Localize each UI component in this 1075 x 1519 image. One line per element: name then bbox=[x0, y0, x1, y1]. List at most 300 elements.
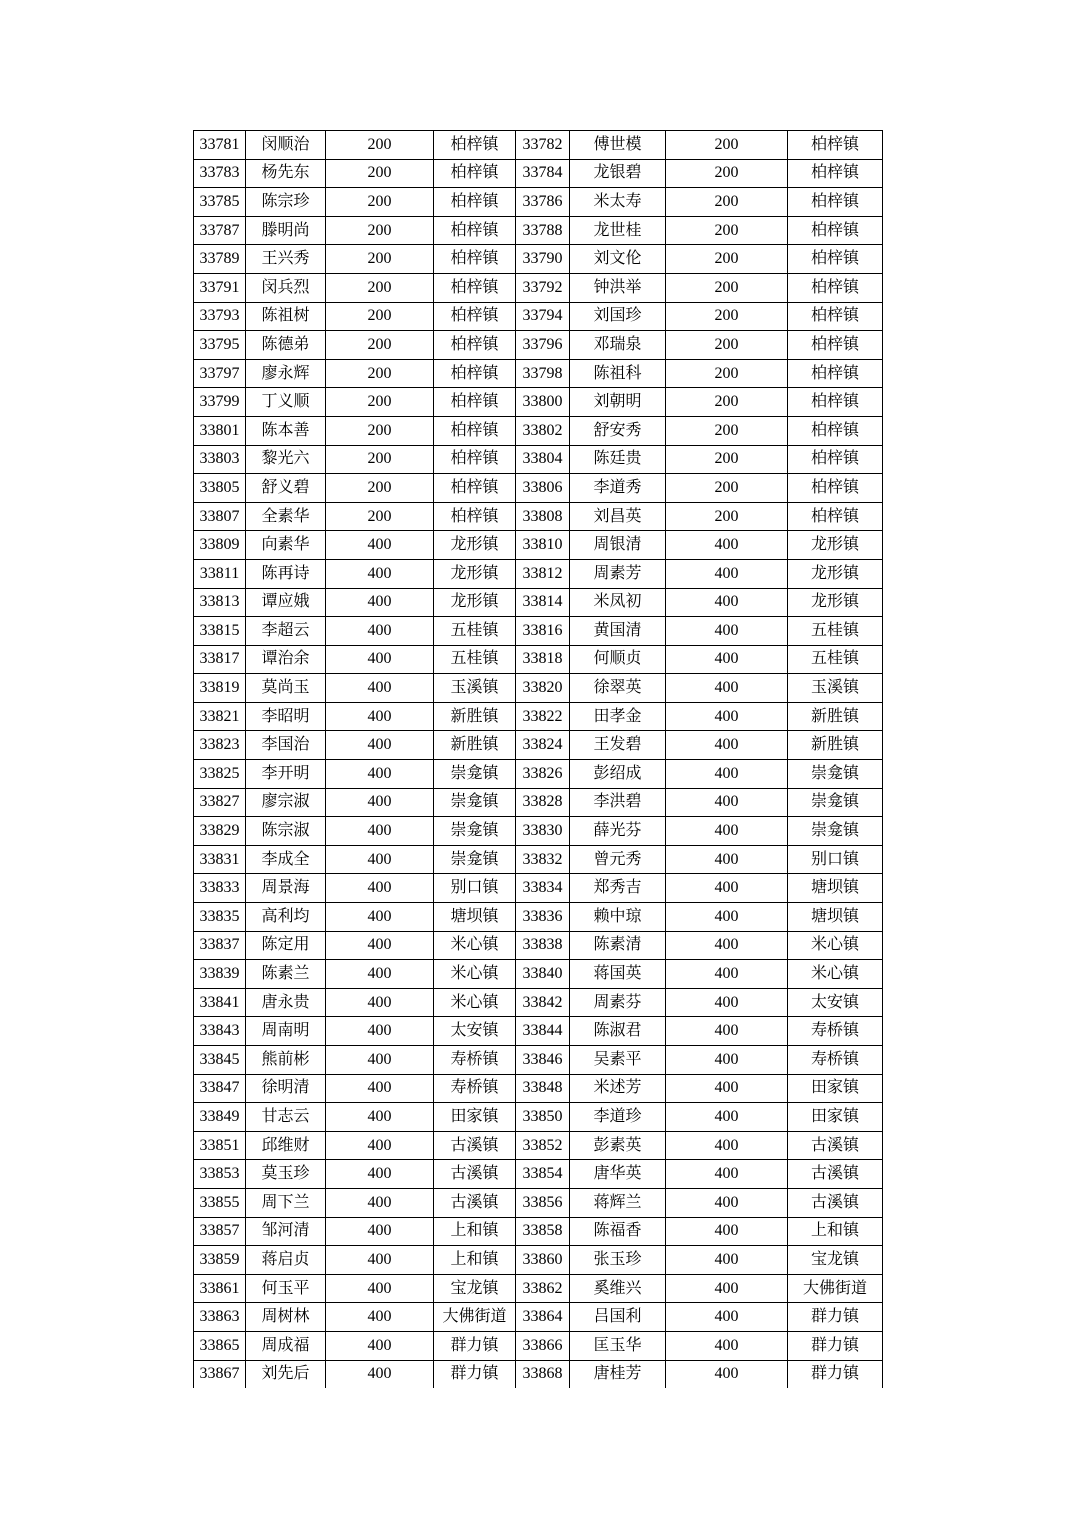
amount-cell: 400 bbox=[666, 1017, 788, 1046]
person-name-cell: 何顺贞 bbox=[570, 645, 666, 674]
person-name-cell: 陈宗珍 bbox=[246, 188, 326, 217]
amount-cell: 400 bbox=[326, 931, 434, 960]
amount-cell: 400 bbox=[666, 1131, 788, 1160]
town-cell: 龙形镇 bbox=[434, 531, 516, 560]
person-name-cell: 周银清 bbox=[570, 531, 666, 560]
town-cell: 新胜镇 bbox=[788, 731, 883, 760]
table-row bbox=[194, 131, 883, 160]
amount-cell: 200 bbox=[666, 245, 788, 274]
record-id-cell: 33855 bbox=[194, 1188, 246, 1217]
table-row bbox=[194, 1131, 883, 1160]
table-row bbox=[194, 788, 883, 817]
person-name-cell: 陈本善 bbox=[246, 416, 326, 445]
amount-cell: 200 bbox=[326, 245, 434, 274]
amount-cell: 400 bbox=[666, 1331, 788, 1360]
record-id-cell: 33848 bbox=[516, 1074, 570, 1103]
table-row bbox=[194, 359, 883, 388]
town-cell: 群力镇 bbox=[788, 1331, 883, 1360]
table-row bbox=[194, 845, 883, 874]
table-row bbox=[194, 1303, 883, 1332]
town-cell: 柏梓镇 bbox=[434, 188, 516, 217]
amount-cell: 400 bbox=[666, 1046, 788, 1075]
record-id-cell: 33805 bbox=[194, 474, 246, 503]
record-id-cell: 33844 bbox=[516, 1017, 570, 1046]
record-id-cell: 33793 bbox=[194, 302, 246, 331]
person-name-cell: 米太寿 bbox=[570, 188, 666, 217]
amount-cell: 400 bbox=[326, 1103, 434, 1132]
amount-cell: 400 bbox=[666, 1217, 788, 1246]
town-cell: 塘坝镇 bbox=[434, 903, 516, 932]
town-cell: 柏梓镇 bbox=[788, 273, 883, 302]
record-id-cell: 33858 bbox=[516, 1217, 570, 1246]
record-id-cell: 33785 bbox=[194, 188, 246, 217]
town-cell: 柏梓镇 bbox=[434, 273, 516, 302]
amount-cell: 200 bbox=[326, 302, 434, 331]
person-name-cell: 陈宗淑 bbox=[246, 817, 326, 846]
person-name-cell: 莫玉珍 bbox=[246, 1160, 326, 1189]
person-name-cell: 周下兰 bbox=[246, 1188, 326, 1217]
person-name-cell: 黄国清 bbox=[570, 617, 666, 646]
town-cell: 塘坝镇 bbox=[788, 874, 883, 903]
town-cell: 米心镇 bbox=[434, 988, 516, 1017]
town-cell: 宝龙镇 bbox=[434, 1274, 516, 1303]
record-id-cell: 33787 bbox=[194, 216, 246, 245]
person-name-cell: 陈祖树 bbox=[246, 302, 326, 331]
table-row bbox=[194, 188, 883, 217]
person-name-cell: 舒义碧 bbox=[246, 474, 326, 503]
person-name-cell: 高利均 bbox=[246, 903, 326, 932]
town-cell: 宝龙镇 bbox=[788, 1246, 883, 1275]
record-id-cell: 33790 bbox=[516, 245, 570, 274]
record-id-cell: 33806 bbox=[516, 474, 570, 503]
amount-cell: 400 bbox=[326, 1274, 434, 1303]
town-cell: 米心镇 bbox=[434, 931, 516, 960]
town-cell: 五桂镇 bbox=[788, 617, 883, 646]
amount-cell: 400 bbox=[666, 988, 788, 1017]
amount-cell: 400 bbox=[666, 588, 788, 617]
town-cell: 龙形镇 bbox=[434, 588, 516, 617]
record-id-cell: 33801 bbox=[194, 416, 246, 445]
person-name-cell: 陈素兰 bbox=[246, 960, 326, 989]
record-id-cell: 33840 bbox=[516, 960, 570, 989]
town-cell: 柏梓镇 bbox=[434, 416, 516, 445]
amount-cell: 400 bbox=[326, 988, 434, 1017]
town-cell: 别口镇 bbox=[434, 874, 516, 903]
record-id-cell: 33865 bbox=[194, 1331, 246, 1360]
amount-cell: 200 bbox=[326, 502, 434, 531]
person-name-cell: 向素华 bbox=[246, 531, 326, 560]
table-row bbox=[194, 331, 883, 360]
table-row bbox=[194, 416, 883, 445]
record-id-cell: 33791 bbox=[194, 273, 246, 302]
amount-cell: 400 bbox=[666, 1303, 788, 1332]
record-id-cell: 33850 bbox=[516, 1103, 570, 1132]
record-id-cell: 33841 bbox=[194, 988, 246, 1017]
payment-table-body bbox=[194, 131, 883, 1389]
record-id-cell: 33784 bbox=[516, 159, 570, 188]
amount-cell: 400 bbox=[666, 702, 788, 731]
record-id-cell: 33825 bbox=[194, 760, 246, 789]
town-cell: 米心镇 bbox=[788, 960, 883, 989]
table-row bbox=[194, 760, 883, 789]
table-row bbox=[194, 1246, 883, 1275]
amount-cell: 400 bbox=[666, 960, 788, 989]
person-name-cell: 刘先后 bbox=[246, 1360, 326, 1388]
amount-cell: 200 bbox=[326, 359, 434, 388]
person-name-cell: 陈素清 bbox=[570, 931, 666, 960]
town-cell: 寿桥镇 bbox=[434, 1046, 516, 1075]
amount-cell: 400 bbox=[326, 559, 434, 588]
person-name-cell: 周成福 bbox=[246, 1331, 326, 1360]
person-name-cell: 陈淑君 bbox=[570, 1017, 666, 1046]
town-cell: 柏梓镇 bbox=[434, 331, 516, 360]
amount-cell: 400 bbox=[666, 1074, 788, 1103]
record-id-cell: 33798 bbox=[516, 359, 570, 388]
record-id-cell: 33851 bbox=[194, 1131, 246, 1160]
amount-cell: 200 bbox=[326, 273, 434, 302]
record-id-cell: 33831 bbox=[194, 845, 246, 874]
town-cell: 五桂镇 bbox=[434, 617, 516, 646]
town-cell: 柏梓镇 bbox=[434, 474, 516, 503]
town-cell: 柏梓镇 bbox=[788, 331, 883, 360]
town-cell: 古溪镇 bbox=[788, 1131, 883, 1160]
person-name-cell: 李超云 bbox=[246, 617, 326, 646]
record-id-cell: 33834 bbox=[516, 874, 570, 903]
town-cell: 田家镇 bbox=[788, 1103, 883, 1132]
person-name-cell: 李成全 bbox=[246, 845, 326, 874]
person-name-cell: 周素芬 bbox=[570, 988, 666, 1017]
amount-cell: 400 bbox=[326, 1017, 434, 1046]
table-row bbox=[194, 245, 883, 274]
person-name-cell: 蒋启贞 bbox=[246, 1246, 326, 1275]
amount-cell: 400 bbox=[326, 960, 434, 989]
amount-cell: 200 bbox=[326, 388, 434, 417]
record-id-cell: 33852 bbox=[516, 1131, 570, 1160]
record-id-cell: 33843 bbox=[194, 1017, 246, 1046]
person-name-cell: 陈定用 bbox=[246, 931, 326, 960]
town-cell: 五桂镇 bbox=[434, 645, 516, 674]
amount-cell: 400 bbox=[666, 931, 788, 960]
record-id-cell: 33819 bbox=[194, 674, 246, 703]
town-cell: 寿桥镇 bbox=[788, 1017, 883, 1046]
person-name-cell: 吕国利 bbox=[570, 1303, 666, 1332]
record-id-cell: 33863 bbox=[194, 1303, 246, 1332]
table-row bbox=[194, 903, 883, 932]
amount-cell: 200 bbox=[326, 216, 434, 245]
record-id-cell: 33862 bbox=[516, 1274, 570, 1303]
record-id-cell: 33847 bbox=[194, 1074, 246, 1103]
amount-cell: 400 bbox=[326, 760, 434, 789]
person-name-cell: 刘国珍 bbox=[570, 302, 666, 331]
town-cell: 龙形镇 bbox=[788, 531, 883, 560]
town-cell: 崇龛镇 bbox=[434, 760, 516, 789]
town-cell: 米心镇 bbox=[788, 931, 883, 960]
person-name-cell: 闵顺治 bbox=[246, 131, 326, 160]
person-name-cell: 李昭明 bbox=[246, 702, 326, 731]
person-name-cell: 徐明清 bbox=[246, 1074, 326, 1103]
table-row bbox=[194, 1103, 883, 1132]
person-name-cell: 彭素英 bbox=[570, 1131, 666, 1160]
person-name-cell: 匡玉华 bbox=[570, 1331, 666, 1360]
table-row bbox=[194, 1074, 883, 1103]
amount-cell: 400 bbox=[326, 1188, 434, 1217]
amount-cell: 400 bbox=[326, 674, 434, 703]
amount-cell: 200 bbox=[666, 131, 788, 160]
record-id-cell: 33866 bbox=[516, 1331, 570, 1360]
amount-cell: 200 bbox=[666, 331, 788, 360]
person-name-cell: 丁义顺 bbox=[246, 388, 326, 417]
person-name-cell: 周景海 bbox=[246, 874, 326, 903]
town-cell: 柏梓镇 bbox=[788, 359, 883, 388]
person-name-cell: 刘朝明 bbox=[570, 388, 666, 417]
record-id-cell: 33804 bbox=[516, 445, 570, 474]
person-name-cell: 薛光芬 bbox=[570, 817, 666, 846]
town-cell: 柏梓镇 bbox=[434, 388, 516, 417]
record-id-cell: 33810 bbox=[516, 531, 570, 560]
town-cell: 柏梓镇 bbox=[788, 188, 883, 217]
amount-cell: 200 bbox=[666, 359, 788, 388]
record-id-cell: 33837 bbox=[194, 931, 246, 960]
record-id-cell: 33856 bbox=[516, 1188, 570, 1217]
person-name-cell: 王兴秀 bbox=[246, 245, 326, 274]
town-cell: 古溪镇 bbox=[788, 1188, 883, 1217]
table-row bbox=[194, 674, 883, 703]
amount-cell: 400 bbox=[326, 702, 434, 731]
record-id-cell: 33803 bbox=[194, 445, 246, 474]
table-row bbox=[194, 1160, 883, 1189]
amount-cell: 400 bbox=[666, 845, 788, 874]
amount-cell: 200 bbox=[666, 416, 788, 445]
person-name-cell: 何玉平 bbox=[246, 1274, 326, 1303]
amount-cell: 400 bbox=[326, 1360, 434, 1388]
amount-cell: 200 bbox=[326, 188, 434, 217]
table-row bbox=[194, 1331, 883, 1360]
record-id-cell: 33817 bbox=[194, 645, 246, 674]
town-cell: 柏梓镇 bbox=[788, 245, 883, 274]
person-name-cell: 钟洪举 bbox=[570, 273, 666, 302]
amount-cell: 400 bbox=[326, 1217, 434, 1246]
town-cell: 古溪镇 bbox=[434, 1160, 516, 1189]
record-id-cell: 33816 bbox=[516, 617, 570, 646]
record-id-cell: 33800 bbox=[516, 388, 570, 417]
amount-cell: 400 bbox=[326, 1246, 434, 1275]
record-id-cell: 33781 bbox=[194, 131, 246, 160]
table-row bbox=[194, 445, 883, 474]
town-cell: 柏梓镇 bbox=[788, 445, 883, 474]
record-id-cell: 33820 bbox=[516, 674, 570, 703]
table-row bbox=[194, 1274, 883, 1303]
person-name-cell: 周南明 bbox=[246, 1017, 326, 1046]
town-cell: 太安镇 bbox=[788, 988, 883, 1017]
record-id-cell: 33833 bbox=[194, 874, 246, 903]
amount-cell: 200 bbox=[666, 216, 788, 245]
amount-cell: 200 bbox=[666, 474, 788, 503]
record-id-cell: 33846 bbox=[516, 1046, 570, 1075]
person-name-cell: 廖永辉 bbox=[246, 359, 326, 388]
amount-cell: 200 bbox=[326, 131, 434, 160]
person-name-cell: 傅世模 bbox=[570, 131, 666, 160]
town-cell: 上和镇 bbox=[434, 1246, 516, 1275]
record-id-cell: 33818 bbox=[516, 645, 570, 674]
amount-cell: 400 bbox=[666, 617, 788, 646]
amount-cell: 200 bbox=[666, 445, 788, 474]
person-name-cell: 刘文伦 bbox=[570, 245, 666, 274]
amount-cell: 400 bbox=[666, 674, 788, 703]
town-cell: 柏梓镇 bbox=[434, 302, 516, 331]
record-id-cell: 33859 bbox=[194, 1246, 246, 1275]
person-name-cell: 周树林 bbox=[246, 1303, 326, 1332]
person-name-cell: 徐翠英 bbox=[570, 674, 666, 703]
record-id-cell: 33839 bbox=[194, 960, 246, 989]
person-name-cell: 闵兵烈 bbox=[246, 273, 326, 302]
amount-cell: 400 bbox=[666, 817, 788, 846]
record-id-cell: 33857 bbox=[194, 1217, 246, 1246]
town-cell: 柏梓镇 bbox=[788, 388, 883, 417]
amount-cell: 400 bbox=[326, 903, 434, 932]
record-id-cell: 33867 bbox=[194, 1360, 246, 1388]
town-cell: 田家镇 bbox=[788, 1074, 883, 1103]
town-cell: 柏梓镇 bbox=[788, 159, 883, 188]
amount-cell: 400 bbox=[666, 903, 788, 932]
amount-cell: 400 bbox=[666, 1274, 788, 1303]
town-cell: 龙形镇 bbox=[434, 559, 516, 588]
amount-cell: 400 bbox=[666, 1103, 788, 1132]
person-name-cell: 陈德弟 bbox=[246, 331, 326, 360]
amount-cell: 400 bbox=[326, 645, 434, 674]
person-name-cell: 全素华 bbox=[246, 502, 326, 531]
record-id-cell: 33807 bbox=[194, 502, 246, 531]
record-id-cell: 33832 bbox=[516, 845, 570, 874]
table-row bbox=[194, 960, 883, 989]
record-id-cell: 33864 bbox=[516, 1303, 570, 1332]
person-name-cell: 李道珍 bbox=[570, 1103, 666, 1132]
record-id-cell: 33782 bbox=[516, 131, 570, 160]
person-name-cell: 邹河清 bbox=[246, 1217, 326, 1246]
town-cell: 塘坝镇 bbox=[788, 903, 883, 932]
amount-cell: 400 bbox=[326, 1160, 434, 1189]
record-id-cell: 33828 bbox=[516, 788, 570, 817]
record-id-cell: 33860 bbox=[516, 1246, 570, 1275]
record-id-cell: 33815 bbox=[194, 617, 246, 646]
record-id-cell: 33821 bbox=[194, 702, 246, 731]
table-row bbox=[194, 559, 883, 588]
town-cell: 群力镇 bbox=[788, 1360, 883, 1388]
person-name-cell: 田孝金 bbox=[570, 702, 666, 731]
town-cell: 太安镇 bbox=[434, 1017, 516, 1046]
record-id-cell: 33813 bbox=[194, 588, 246, 617]
person-name-cell: 米凤初 bbox=[570, 588, 666, 617]
amount-cell: 400 bbox=[326, 1303, 434, 1332]
table-row bbox=[194, 817, 883, 846]
person-name-cell: 廖宗淑 bbox=[246, 788, 326, 817]
person-name-cell: 蒋辉兰 bbox=[570, 1188, 666, 1217]
amount-cell: 400 bbox=[666, 645, 788, 674]
record-id-cell: 33823 bbox=[194, 731, 246, 760]
amount-cell: 400 bbox=[326, 1131, 434, 1160]
town-cell: 崇龛镇 bbox=[788, 817, 883, 846]
record-id-cell: 33845 bbox=[194, 1046, 246, 1075]
amount-cell: 400 bbox=[326, 1046, 434, 1075]
record-id-cell: 33861 bbox=[194, 1274, 246, 1303]
town-cell: 古溪镇 bbox=[434, 1131, 516, 1160]
town-cell: 别口镇 bbox=[788, 845, 883, 874]
person-name-cell: 陈福香 bbox=[570, 1217, 666, 1246]
record-id-cell: 33789 bbox=[194, 245, 246, 274]
payment-table bbox=[193, 130, 883, 1388]
town-cell: 寿桥镇 bbox=[788, 1046, 883, 1075]
person-name-cell: 舒安秀 bbox=[570, 416, 666, 445]
table-row bbox=[194, 216, 883, 245]
amount-cell: 400 bbox=[666, 760, 788, 789]
table-row bbox=[194, 1360, 883, 1388]
person-name-cell: 龙世桂 bbox=[570, 216, 666, 245]
table-row bbox=[194, 1188, 883, 1217]
record-id-cell: 33809 bbox=[194, 531, 246, 560]
town-cell: 柏梓镇 bbox=[788, 416, 883, 445]
person-name-cell: 周素芳 bbox=[570, 559, 666, 588]
town-cell: 崇龛镇 bbox=[434, 788, 516, 817]
person-name-cell: 李开明 bbox=[246, 760, 326, 789]
person-name-cell: 郑秀吉 bbox=[570, 874, 666, 903]
record-id-cell: 33796 bbox=[516, 331, 570, 360]
person-name-cell: 唐永贵 bbox=[246, 988, 326, 1017]
amount-cell: 400 bbox=[326, 588, 434, 617]
table-row bbox=[194, 617, 883, 646]
person-name-cell: 滕明尚 bbox=[246, 216, 326, 245]
town-cell: 柏梓镇 bbox=[434, 359, 516, 388]
town-cell: 上和镇 bbox=[434, 1217, 516, 1246]
amount-cell: 400 bbox=[326, 788, 434, 817]
table-row bbox=[194, 273, 883, 302]
town-cell: 新胜镇 bbox=[434, 731, 516, 760]
record-id-cell: 33853 bbox=[194, 1160, 246, 1189]
record-id-cell: 33826 bbox=[516, 760, 570, 789]
person-name-cell: 蒋国英 bbox=[570, 960, 666, 989]
amount-cell: 400 bbox=[666, 1160, 788, 1189]
person-name-cell: 莫尚玉 bbox=[246, 674, 326, 703]
person-name-cell: 米述芳 bbox=[570, 1074, 666, 1103]
record-id-cell: 33808 bbox=[516, 502, 570, 531]
town-cell: 新胜镇 bbox=[434, 702, 516, 731]
person-name-cell: 彭绍成 bbox=[570, 760, 666, 789]
record-id-cell: 33822 bbox=[516, 702, 570, 731]
town-cell: 柏梓镇 bbox=[434, 159, 516, 188]
amount-cell: 400 bbox=[666, 874, 788, 903]
person-name-cell: 黎光六 bbox=[246, 445, 326, 474]
table-row bbox=[194, 988, 883, 1017]
table-row bbox=[194, 731, 883, 760]
table-row bbox=[194, 645, 883, 674]
town-cell: 柏梓镇 bbox=[788, 302, 883, 331]
amount-cell: 200 bbox=[326, 416, 434, 445]
record-id-cell: 33830 bbox=[516, 817, 570, 846]
record-id-cell: 33797 bbox=[194, 359, 246, 388]
amount-cell: 200 bbox=[666, 502, 788, 531]
table-row bbox=[194, 502, 883, 531]
town-cell: 古溪镇 bbox=[434, 1188, 516, 1217]
amount-cell: 200 bbox=[666, 388, 788, 417]
person-name-cell: 杨先东 bbox=[246, 159, 326, 188]
town-cell: 寿桥镇 bbox=[434, 1074, 516, 1103]
record-id-cell: 33835 bbox=[194, 903, 246, 932]
town-cell: 新胜镇 bbox=[788, 702, 883, 731]
amount-cell: 400 bbox=[326, 731, 434, 760]
town-cell: 群力镇 bbox=[434, 1331, 516, 1360]
table-row bbox=[194, 874, 883, 903]
person-name-cell: 唐桂芳 bbox=[570, 1360, 666, 1388]
amount-cell: 400 bbox=[666, 559, 788, 588]
amount-cell: 400 bbox=[326, 845, 434, 874]
